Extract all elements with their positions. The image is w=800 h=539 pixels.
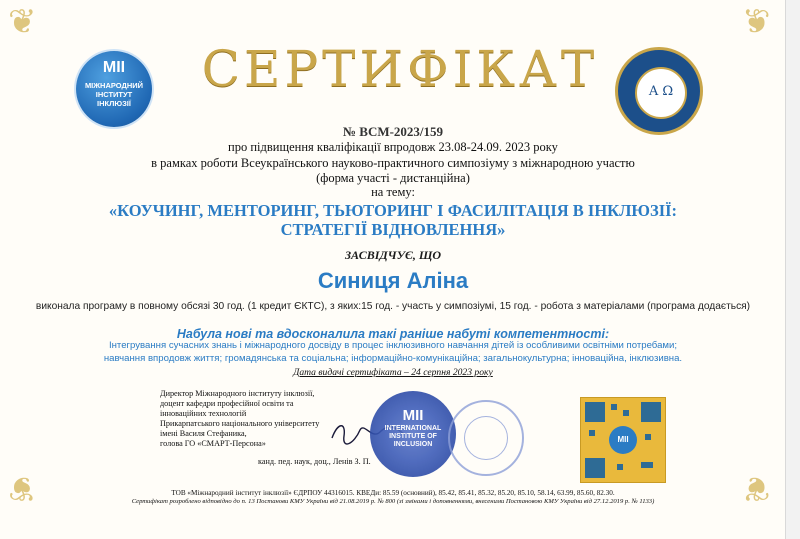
- qr-finder: [641, 402, 661, 422]
- competencies-title: Набула нові та вдосконалила такі раніше набуті компетентності:: [176, 327, 610, 341]
- secondary-stamp-inner: [464, 416, 508, 460]
- qr-module: [641, 462, 653, 468]
- recipient-name: Синиця Аліна: [317, 268, 469, 293]
- corner-ornament-icon: ❦: [8, 4, 37, 41]
- course-title: [0, 201, 786, 239]
- corner-ornament-icon: ❦: [742, 4, 771, 41]
- certificate-line-3: (форма участі - дистанційна): [316, 171, 470, 185]
- corner-ornament-icon: ❦: [742, 469, 771, 506]
- footer-company-info: ТОВ «Міжнародний інститут інклюзії» ЄДРПОУ 44316015. КВЕДи: 85.59 (основний), 85.42, 85.41, 85.32, 85.20, 85.10, 58.14, 63.99, 85.60, 82.30.: [171, 489, 615, 497]
- signer-line: голова ГО «СМАРТ-Персона»: [160, 439, 266, 448]
- signer-line: доцент кафедри професійної освіти та: [160, 399, 294, 408]
- institute-stamp: [370, 391, 456, 477]
- stamp-text: INTERNATIONAL INSTITUTE OF INCLUSION: [384, 425, 442, 448]
- signer-line: Директор Міжнародного інституту інклюзії,: [160, 389, 315, 398]
- qr-module: [617, 464, 623, 470]
- program-description: виконала програму в повному обсязі 30 год. (1 кредит ЄКТС), з яких:15 год. - участь у симпозіумі, 15 год. - робота з матеріалами (програма додається): [35, 301, 751, 312]
- qr-module: [589, 430, 595, 436]
- issue-date: Дата видачі сертифіката – 24 серпня 2023 року: [293, 367, 493, 378]
- certificate-title: СЕРТИФІКАТ: [201, 40, 599, 98]
- competencies-line-2: навчання впродовж життя; громадянська та соціальна; інформаційно-комунікаційна; загальнокультурна; інноваційна, інклюзивна.: [103, 352, 683, 364]
- signer-line: інноваційних технологій: [160, 409, 247, 418]
- corner-ornament-icon: ❦: [8, 469, 37, 506]
- signer-line: Прикарпатського національного університету: [160, 419, 320, 428]
- competencies-text: [0, 340, 786, 365]
- course-title-line-1: «КОУЧИНГ, МЕНТОРИНГ, ТЬЮТОРИНГ І ФАСИЛІТАЦІЯ В ІНКЛЮЗІЇ:: [108, 201, 678, 220]
- certificate-number: № ВСМ-2023/159: [342, 124, 444, 139]
- institute-logo: [76, 51, 152, 127]
- stamp-abbr: МІІ: [402, 407, 424, 424]
- certificate-line-2: в рамках роботи Всеукраїнського науково-практичного симпозіуму з міжнародною участю: [151, 156, 635, 170]
- certificate-line-4: на тему:: [371, 185, 415, 199]
- qr-module: [611, 404, 617, 410]
- university-seal-inner: A Ω: [635, 67, 687, 119]
- course-title-line-2: СТРАТЕГІЇ ВІДНОВЛЕННЯ»: [280, 220, 506, 239]
- qr-module: [645, 434, 651, 440]
- secondary-stamp: [448, 400, 524, 476]
- qr-module: [623, 410, 629, 416]
- certifies-label: ЗАСВІДЧУЄ, ЩО: [344, 248, 442, 262]
- qr-finder: [585, 458, 605, 478]
- institute-logo-abbr: МІІ: [102, 59, 126, 76]
- qr-center-logo: МІІ: [609, 426, 637, 454]
- institute-logo-text: МІЖНАРОДНИЙ ІНСТИТУТ ІНКЛЮЗІЇ: [84, 81, 144, 108]
- signer-degree: канд. пед. наук, доц., Ленів З. П.: [258, 457, 371, 466]
- footer-legal-note: Сертифікат розроблено відповідно до п. 13 Постанови КМУ України від 21.08.2019 р. № 800 (зі змінами і доповненнями, внесеними Постановою КМУ України від 27.12.2019 р. № 1133): [131, 498, 655, 505]
- university-seal-logo: [615, 47, 703, 135]
- signer-line: імені Василя Стефаника,: [160, 429, 247, 438]
- certificate-line-1: про підвищення кваліфікації впродовж 23.08-24.09. 2023 року: [228, 140, 558, 154]
- competencies-line-1: Інтегрування сучасних знань і міжнародного досвіду в процес інклюзивного навчання дітей із особливими освітніми потребами;: [108, 340, 678, 351]
- qr-code[interactable]: [580, 397, 666, 483]
- qr-finder: [585, 402, 605, 422]
